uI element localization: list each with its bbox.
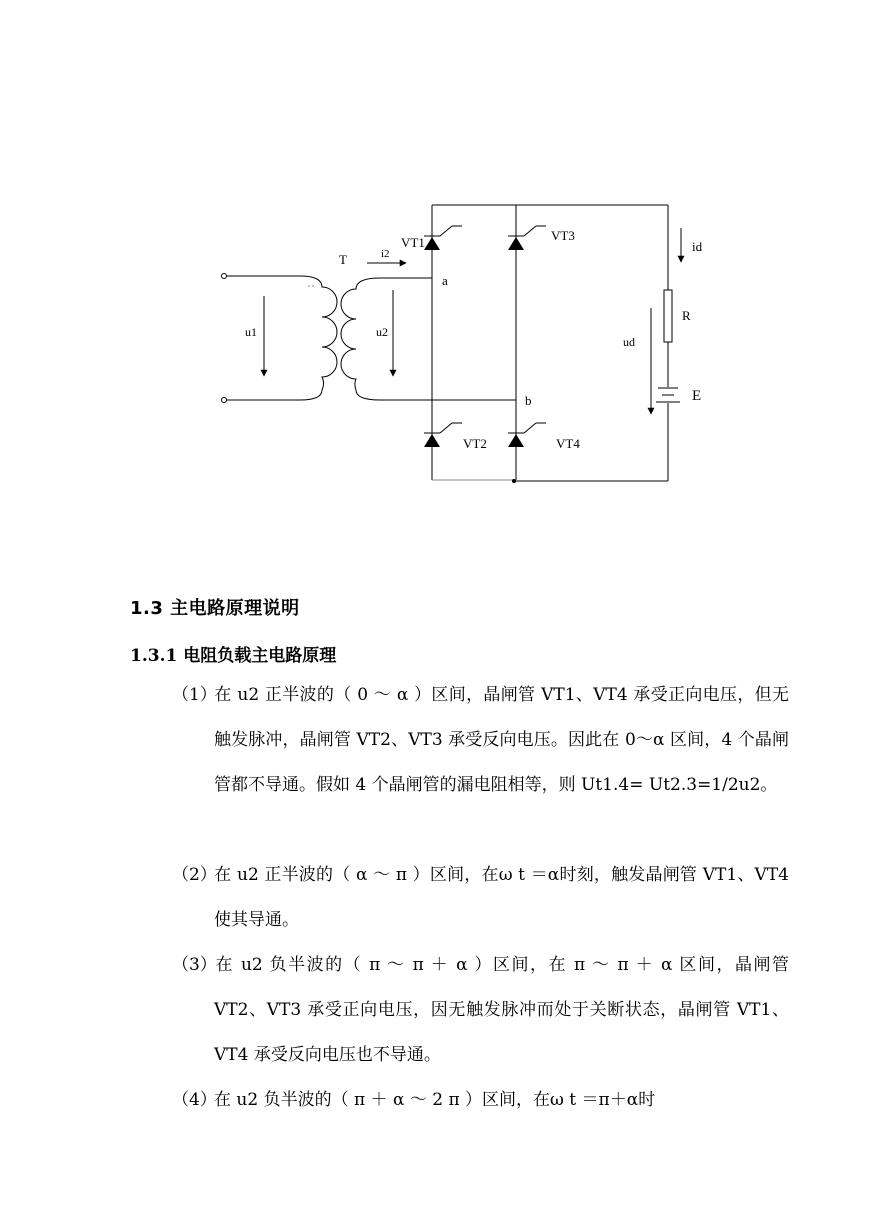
label-vt4: VT4 bbox=[556, 436, 580, 451]
label-u2: u2 bbox=[376, 325, 388, 339]
label-b: b bbox=[525, 393, 532, 408]
label-R: R bbox=[682, 308, 691, 323]
label-id: id bbox=[692, 239, 703, 254]
item-number: （1） bbox=[172, 685, 217, 705]
principle-item-4 bbox=[172, 1078, 789, 1123]
item-text: 在 u2 正半波的（ α ～ π ）区间，在ω t ＝α时刻，触发晶闸管 VT1、VT4 使其导通。 bbox=[214, 865, 789, 930]
item-number: （3） bbox=[172, 955, 217, 975]
resistor-symbol bbox=[664, 290, 672, 342]
item-text: 在 u2 负半波的（ π ＋ α ～ 2 π ）区间，在ω t ＝π＋α时 bbox=[214, 1090, 656, 1110]
principle-item-2 bbox=[172, 853, 789, 943]
label-ud: ud bbox=[623, 335, 635, 349]
thyristor-vt4-symbol bbox=[508, 423, 546, 447]
battery-symbol bbox=[656, 388, 680, 402]
item-number: （2） bbox=[172, 865, 217, 885]
label-vt1: VT1 bbox=[401, 235, 425, 250]
item-text: 在 u2 正半波的（ 0 ～ α ）区间，晶闸管 VT1、VT4 承受正向电压，但无触发脉冲，晶闸管 VT2、VT3 承受反向电压。因此在 0～α 区间，4 个晶闸管都不导通。假如 4 个晶闸管的漏电阻相等，则 Ut1.4= Ut2.3=1/2u2。 bbox=[214, 685, 789, 795]
thyristor-vt3-symbol bbox=[508, 226, 546, 250]
thyristor-vt2-symbol bbox=[424, 423, 462, 447]
item-text: 在 u2 负半波的（ π ～ π ＋ α ）区间，在 π ～ π ＋ α 区间，晶闸管 VT2、VT3 承受正向电压，因无触发脉冲而处于关断状态，晶闸管 VT1、VT4 承受反向电压也不导通。 bbox=[214, 955, 789, 1065]
thyristor-vt1-symbol bbox=[424, 226, 462, 250]
label-T: T bbox=[339, 252, 347, 267]
label-a: a bbox=[442, 273, 448, 288]
label-vt3: VT3 bbox=[551, 228, 575, 243]
section-title: 1.3 主电路原理说明 bbox=[130, 598, 300, 619]
label-vt2: VT2 bbox=[463, 436, 487, 451]
label-i2: i2 bbox=[381, 248, 390, 260]
label-u1: u1 bbox=[245, 325, 257, 339]
circuit-diagram bbox=[0, 0, 869, 560]
input-terminals bbox=[222, 274, 301, 403]
label-E: E bbox=[692, 388, 702, 404]
transformer-secondary-coil bbox=[341, 278, 516, 400]
item-number: （4） bbox=[172, 1090, 217, 1110]
subsection-title: 1.3.1 电阻负载主电路原理 bbox=[130, 646, 337, 666]
transformer-primary-coil bbox=[300, 276, 337, 400]
principle-item-3 bbox=[172, 943, 789, 1078]
principle-item-1 bbox=[172, 673, 789, 808]
